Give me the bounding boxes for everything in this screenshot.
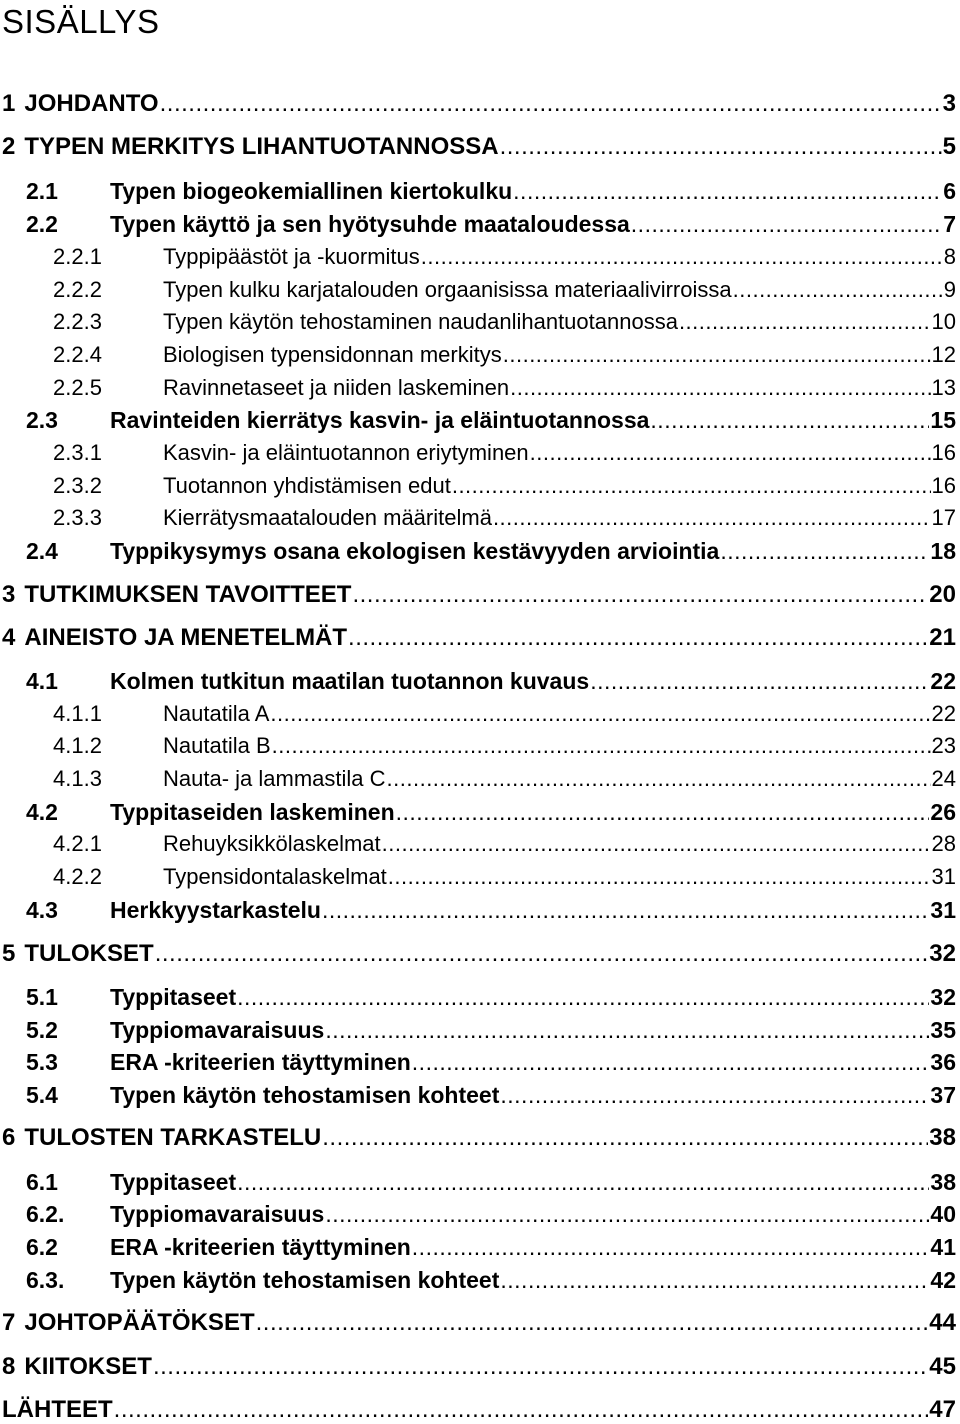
toc-entry-number: 4.1	[26, 668, 58, 694]
toc-dot-leader	[500, 133, 942, 161]
toc-entry-title: ERA -kriteerien täyttyminen	[110, 1234, 411, 1260]
toc-entry-number: 6.2.	[26, 1201, 65, 1227]
toc-entry-title: Typen käytön tehostaminen naudanlihantuotannossa	[163, 309, 678, 334]
toc-entry-number: 6	[2, 1124, 16, 1151]
toc-dot-leader	[388, 863, 931, 891]
toc-entry-number: 2	[2, 133, 16, 160]
toc-entry[interactable]	[53, 830, 956, 858]
toc-entry-number: 6.3.	[26, 1267, 65, 1293]
toc-page-number: 32	[929, 940, 956, 967]
toc-entry-title: Typpitaseet	[110, 984, 237, 1010]
toc-entry[interactable]	[53, 700, 956, 728]
toc-page-number: 45	[929, 1353, 956, 1380]
toc-entry[interactable]	[26, 798, 956, 826]
toc-page-number: 18	[930, 538, 956, 564]
toc-entry-number: 2.2.3	[53, 309, 102, 334]
toc-page-number: 15	[930, 407, 956, 433]
toc-entry-title: Nautatila B	[163, 733, 271, 758]
toc-entry-title: Typpipäästöt ja -kuormitus	[163, 244, 420, 269]
toc-entry[interactable]	[2, 581, 956, 609]
toc-dot-leader	[500, 1081, 929, 1109]
toc-dot-leader	[679, 308, 931, 336]
toc-page-number: 16	[931, 473, 956, 498]
toc-dot-leader	[272, 732, 931, 760]
toc-entry[interactable]	[2, 1124, 956, 1152]
toc-entry[interactable]	[53, 308, 956, 336]
toc-entry-number: 2.1	[26, 178, 58, 204]
toc-entry-number: 4.3	[26, 897, 58, 923]
toc-entry-number: 4.2.2	[53, 864, 102, 889]
toc-dot-leader	[590, 667, 929, 695]
toc-entry[interactable]	[26, 1200, 956, 1228]
toc-entry-number: 2.2	[26, 211, 58, 237]
toc-page-number: 41	[930, 1234, 956, 1260]
toc-dot-leader	[510, 374, 930, 402]
toc-entry-title: Typen biogeokemiallinen kiertokulku	[110, 178, 513, 204]
toc-entry[interactable]	[53, 863, 956, 891]
toc-dot-leader	[387, 765, 931, 793]
toc-page-number: 22	[931, 701, 956, 726]
toc-entry-title: Typen käytön tehostamisen kohteet	[110, 1267, 500, 1293]
toc-entry-title: JOHDANTO	[24, 90, 159, 117]
toc-page-number: 7	[943, 211, 956, 237]
toc-dot-leader	[270, 700, 930, 728]
toc-entry-title: KIITOKSET	[24, 1353, 152, 1380]
toc-dot-leader	[322, 1124, 928, 1152]
toc-entry-title: TUTKIMUKSEN TAVOITTEET	[24, 581, 352, 608]
toc-entry[interactable]	[53, 439, 956, 467]
toc-entry-number: 2.3.3	[53, 505, 102, 530]
toc-entry[interactable]	[2, 1396, 956, 1424]
toc-entry-number: 5.2	[26, 1017, 58, 1043]
toc-page-number: 9	[943, 277, 956, 302]
toc-entry-title: LÄHTEET	[2, 1396, 113, 1423]
toc-page-number: 42	[930, 1267, 956, 1293]
toc-page-number: 17	[931, 505, 956, 530]
toc-page-number: 12	[931, 342, 956, 367]
toc-dot-leader	[153, 1353, 928, 1381]
toc-entry-title: Typpiomavaraisuus	[110, 1201, 325, 1227]
toc-page-number: 8	[943, 244, 956, 269]
toc-dot-leader	[412, 1233, 930, 1261]
toc-entry[interactable]	[26, 406, 956, 434]
toc-page-number: 21	[929, 624, 956, 651]
toc-page-number: 20	[929, 581, 956, 608]
toc-page-number: 28	[931, 831, 956, 856]
toc-entry[interactable]	[53, 732, 956, 760]
toc-entry[interactable]	[26, 983, 956, 1011]
toc-entry-title: Typpitaseet	[110, 1169, 237, 1195]
toc-entry-title: Nautatila A	[163, 701, 270, 726]
toc-dot-leader	[114, 1396, 929, 1424]
toc-entry-number: 4.1.2	[53, 733, 102, 758]
toc-entry-number: 4.2	[26, 799, 58, 825]
toc-entry[interactable]	[2, 1309, 956, 1337]
toc-dot-leader	[412, 1048, 930, 1076]
toc-entry-title: Kolmen tutkitun maatilan tuotannon kuvaus	[110, 668, 590, 694]
toc-entry-number: 4.1.1	[53, 701, 102, 726]
toc-entry-title: ERA -kriteerien täyttyminen	[110, 1049, 411, 1075]
toc-page-number: 26	[930, 799, 956, 825]
toc-dot-leader	[733, 276, 943, 304]
toc-entry[interactable]	[26, 537, 956, 565]
toc-entry[interactable]	[53, 341, 956, 369]
toc-entry[interactable]	[53, 472, 956, 500]
toc-page-number: 47	[929, 1396, 956, 1423]
toc-dot-leader	[631, 210, 942, 238]
toc-dot-leader	[396, 798, 930, 826]
toc-page-number: 16	[931, 440, 956, 465]
toc-dot-leader	[348, 624, 928, 652]
toc-entry[interactable]	[2, 90, 956, 118]
toc-entry-number: 5.4	[26, 1082, 58, 1108]
toc-entry-title: Tuotannon yhdistämisen edut	[163, 473, 451, 498]
toc-entry-title: Herkkyystarkastelu	[110, 897, 321, 923]
toc-entry[interactable]	[26, 667, 956, 695]
toc-dot-leader	[322, 896, 929, 924]
toc-page-number: 22	[930, 668, 956, 694]
toc-dot-leader	[493, 504, 931, 532]
toc-entry-title: Typen käyttö ja sen hyötysuhde maataloudessa	[110, 211, 630, 237]
toc-entry-title: Typpiomavaraisuus	[110, 1017, 325, 1043]
toc-entry[interactable]	[53, 276, 956, 304]
toc-entry-title: TULOSTEN TARKASTELU	[24, 1124, 322, 1151]
toc-entry[interactable]	[26, 1081, 956, 1109]
toc-dot-leader	[513, 177, 942, 205]
toc-page-number: 40	[930, 1201, 956, 1227]
toc-entry[interactable]	[26, 896, 956, 924]
toc-entry-number: 5	[2, 940, 16, 967]
toc-entry[interactable]	[26, 1233, 956, 1261]
toc-entry-title: Kasvin- ja eläintuotannon eriytyminen	[163, 440, 529, 465]
toc-dot-leader	[421, 243, 943, 271]
toc-page-number: 31	[931, 864, 956, 889]
toc-dot-leader	[452, 472, 931, 500]
toc-page-number: 38	[929, 1124, 956, 1151]
toc-entry-number: 2.2.5	[53, 375, 102, 400]
toc-dot-leader	[382, 830, 931, 858]
toc-entry[interactable]	[26, 1048, 956, 1076]
toc-page-number: 3	[942, 90, 956, 117]
toc-page-number: 35	[930, 1017, 956, 1043]
toc-entry-number: 4.2.1	[53, 831, 102, 856]
toc-entry-number: 7	[2, 1309, 16, 1336]
toc-dot-leader	[237, 1168, 929, 1196]
toc-entry-title: AINEISTO JA MENETELMÄT	[24, 624, 348, 651]
toc-dot-leader	[720, 537, 929, 565]
toc-entry-number: 2.2.4	[53, 342, 102, 367]
toc-dot-leader	[650, 406, 929, 434]
toc-entry-number: 8	[2, 1353, 16, 1380]
toc-entry-number: 3	[2, 581, 16, 608]
toc-page-number: 32	[930, 984, 956, 1010]
toc-entry-title: Typen käytön tehostamisen kohteet	[110, 1082, 500, 1108]
toc-page-number: 24	[931, 766, 956, 791]
toc-dot-leader	[352, 581, 928, 609]
toc-dot-leader	[325, 1016, 929, 1044]
toc-dot-leader	[325, 1200, 929, 1228]
toc-entry[interactable]	[2, 624, 956, 652]
toc-page-number: 36	[930, 1049, 956, 1075]
toc-entry-title: Nauta- ja lammastila C	[163, 766, 386, 791]
page-title: SISÄLLYS	[2, 3, 160, 40]
toc-entry[interactable]	[26, 177, 956, 205]
toc-entry-title: TULOKSET	[24, 940, 154, 967]
toc-entry-title: Typensidontalaskelmat	[163, 864, 387, 889]
toc-entry-title: Ravinnetaseet ja niiden laskeminen	[163, 375, 510, 400]
toc-page-number: 5	[942, 133, 956, 160]
toc-page-number: 31	[930, 897, 956, 923]
toc-entry-number: 2.2.1	[53, 244, 102, 269]
toc-page-number: 37	[930, 1082, 956, 1108]
toc-entry[interactable]	[26, 1016, 956, 1044]
toc-dot-leader	[256, 1309, 929, 1337]
toc-dot-leader	[160, 90, 942, 118]
toc-entry-number: 2.3.2	[53, 473, 102, 498]
toc-entry-number: 2.3.1	[53, 440, 102, 465]
toc-dot-leader	[503, 341, 931, 369]
toc-dot-leader	[237, 983, 929, 1011]
toc-entry[interactable]	[2, 940, 956, 968]
toc-entry[interactable]	[53, 243, 956, 271]
toc-entry[interactable]	[53, 504, 956, 532]
toc-entry-number: 2.2.2	[53, 277, 102, 302]
toc-entry[interactable]	[26, 210, 956, 238]
toc-entry-title: Typpikysymys osana ekologisen kestävyyden arviointia	[110, 538, 720, 564]
toc-entry-number: 6.2	[26, 1234, 58, 1260]
toc-entry[interactable]	[2, 133, 956, 161]
toc-entry-title: Biologisen typensidonnan merkitys	[163, 342, 502, 367]
toc-page-number: 6	[943, 178, 956, 204]
toc-page-number: 10	[931, 309, 956, 334]
toc-entry-number: 4	[2, 624, 16, 651]
toc-entry[interactable]	[53, 374, 956, 402]
toc-entry-number: 5.3	[26, 1049, 58, 1075]
toc-entry[interactable]	[53, 765, 956, 793]
toc-entry-title: JOHTOPÄÄTÖKSET	[24, 1309, 255, 1336]
toc-entry-number: 4.1.3	[53, 766, 102, 791]
toc-entry-title: Kierrätysmaatalouden määritelmä	[163, 505, 492, 530]
toc-entry[interactable]	[2, 1353, 956, 1381]
toc-entry-title: Typen kulku karjatalouden orgaanisissa materiaalivirroissa	[163, 277, 732, 302]
toc-entry-title: Ravinteiden kierrätys kasvin- ja eläintuotannossa	[110, 407, 650, 433]
toc-dot-leader	[500, 1266, 929, 1294]
toc-page-number: 44	[929, 1309, 956, 1336]
toc-dot-leader	[155, 940, 929, 968]
toc-page-number: 23	[931, 733, 956, 758]
toc-dot-leader	[530, 439, 931, 467]
toc-entry-title: Typpitaseiden laskeminen	[110, 799, 395, 825]
toc-entry-number: 2.3	[26, 407, 58, 433]
toc-entry[interactable]	[26, 1168, 956, 1196]
toc-entry-number: 5.1	[26, 984, 58, 1010]
toc-entry-number: 6.1	[26, 1169, 58, 1195]
toc-page-number: 38	[930, 1169, 956, 1195]
toc-entry-title: TYPEN MERKITYS LIHANTUOTANNOSSA	[24, 133, 499, 160]
toc-entry-number: 2.4	[26, 538, 58, 564]
toc-page-number: 13	[931, 375, 956, 400]
toc-entry[interactable]	[26, 1266, 956, 1294]
toc-entry-number: 1	[2, 90, 16, 117]
toc-entry-title: Rehuyksikkölaskelmat	[163, 831, 381, 856]
